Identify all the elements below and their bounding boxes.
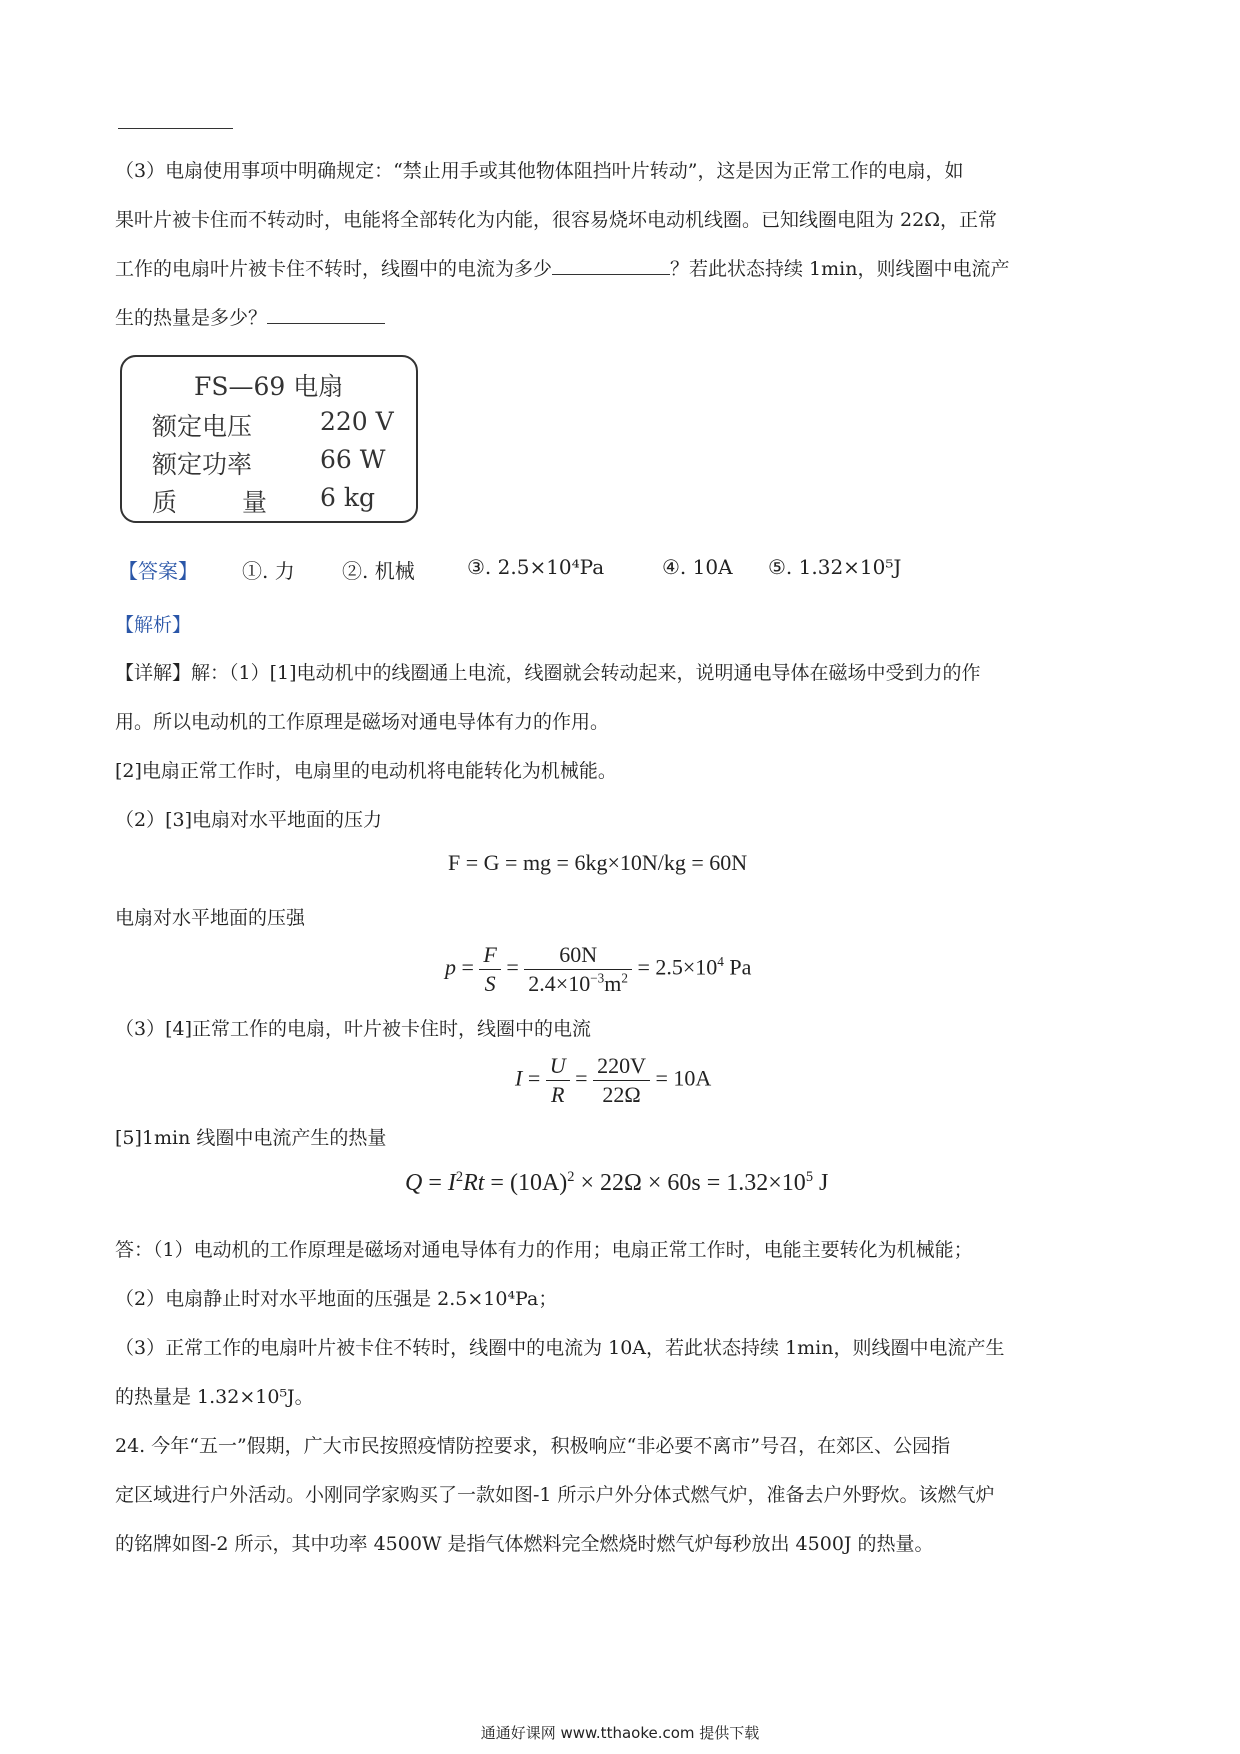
detail-line-4: （2）[3]电扇对水平地面的压力 <box>115 809 383 831</box>
analysis-tag: 【解析】 <box>115 614 192 636</box>
detail-line-3: [2]电扇正常工作时，电扇里的电动机将电能转化为机械能。 <box>115 760 617 782</box>
answer-item-3: ③. 2.5×10⁴Pa <box>467 555 605 579</box>
nameplate-mass-label-1: 质 <box>152 488 178 517</box>
nameplate-mass-value: 6 kg <box>320 483 376 512</box>
detail-line-1: 【详解】解：（1）[1]电动机中的线圈通上电流，线圈就会转动起来，说明通电导体在磁场中受到力的作 <box>115 662 981 684</box>
pressure-equation: p = $\frac{F}{S}$ = $\frac{60N}{2.4\times 10^{-3}m^2}$ = $2.5\times 10^4$ Pa <box>445 942 752 996</box>
q24-line-1: 24. 今年“五一”假期，广大市民按照疫情防控要求，积极响应“非必要不离市”号召，在郊区、公园指 <box>115 1435 951 1457</box>
answer-tag: 【答案】 <box>118 559 198 583</box>
detail-line-6: （3）[4]正常工作的电扇，叶片被卡住时，线圈中的电流 <box>115 1018 592 1040</box>
answer-item-2: ②. 机械 <box>342 559 415 583</box>
q3-line-2: 果叶片被卡住而不转动时，电能将全部转化为内能，很容易烧坏电动机线圈。已知线圈电阻为 22Ω，正常 <box>115 209 997 231</box>
nameplate-voltage-label: 额定电压 <box>152 412 253 441</box>
nameplate-mass-label-2: 量 <box>242 488 268 517</box>
q24-line-3: 的铭牌如图-2 所示，其中功率 4500W 是指气体燃料完全燃烧时燃气炉每秒放出 4500J 的热量。 <box>115 1533 934 1555</box>
answer-item-4: ④. 10A <box>662 555 733 579</box>
fan-nameplate <box>120 355 418 523</box>
nameplate-title: FS—69 电扇 <box>194 372 344 401</box>
nameplate-voltage-value: 220 V <box>320 407 394 436</box>
current-equation: I = $\frac{U}{R}$ = $\frac{220V}{22\Omega}$ = 10A <box>515 1053 712 1107</box>
q3-line-3: 工作的电扇叶片被卡住不转时，线圈中的电流为多少 ？若此状态持续 1min，则线圈中电流产 <box>115 258 1010 280</box>
q24-line-2: 定区域进行户外活动。小刚同学家购买了一款如图-1 所示户外分体式燃气炉，准备去户外野炊。该燃气炉 <box>115 1484 995 1506</box>
heat-equation: $Q = I^2Rt = (10A)^2 \times 22\Omega \times 60s = 1.32\times 10^5$ J <box>405 1169 829 1196</box>
conclusion-line-2: （2）电扇静止时对水平地面的压强是 2.5×10⁴Pa； <box>115 1288 558 1310</box>
page-footer: 通通好课网 www.tthaoke.com 提供下载 <box>480 1724 760 1742</box>
current-answer-blank <box>552 273 670 275</box>
conclusion-line-1: 答：（1）电动机的工作原理是磁场对通电导体有力的作用；电扇正常工作时，电能主要转化为机械能； <box>115 1239 973 1261</box>
detail-line-2: 用。所以电动机的工作原理是磁场对通电导体有力的作用。 <box>115 711 610 733</box>
q3-line-1: （3）电扇使用事项中明确规定：“禁止用手或其他物体阻挡叶片转动”，这是因为正常工作的电扇，如 <box>115 160 964 182</box>
detail-line-5: 电扇对水平地面的压强 <box>115 907 306 929</box>
nameplate-power-label: 额定功率 <box>152 450 253 479</box>
conclusion-line-3: （3）正常工作的电扇叶片被卡住不转时，线圈中的电流为 10A，若此状态持续 1min，则线圈中电流产生 <box>115 1337 1005 1359</box>
force-equation: F = G = mg = 6kg×10N/kg = 60N <box>448 850 748 875</box>
conclusion-line-4: 的热量是 1.32×10⁵J。 <box>115 1386 314 1408</box>
answer-blank-top <box>118 128 233 129</box>
nameplate-power-value: 66 W <box>320 445 386 474</box>
heat-answer-blank <box>267 322 385 324</box>
q3-line-4: 生的热量是多少？ <box>115 303 1125 330</box>
detail-line-7: [5]1min 线圈中电流产生的热量 <box>115 1127 387 1149</box>
answer-item-1: ①. 力 <box>242 559 295 583</box>
answer-item-5: ⑤. 1.32×10⁵J <box>768 555 902 579</box>
